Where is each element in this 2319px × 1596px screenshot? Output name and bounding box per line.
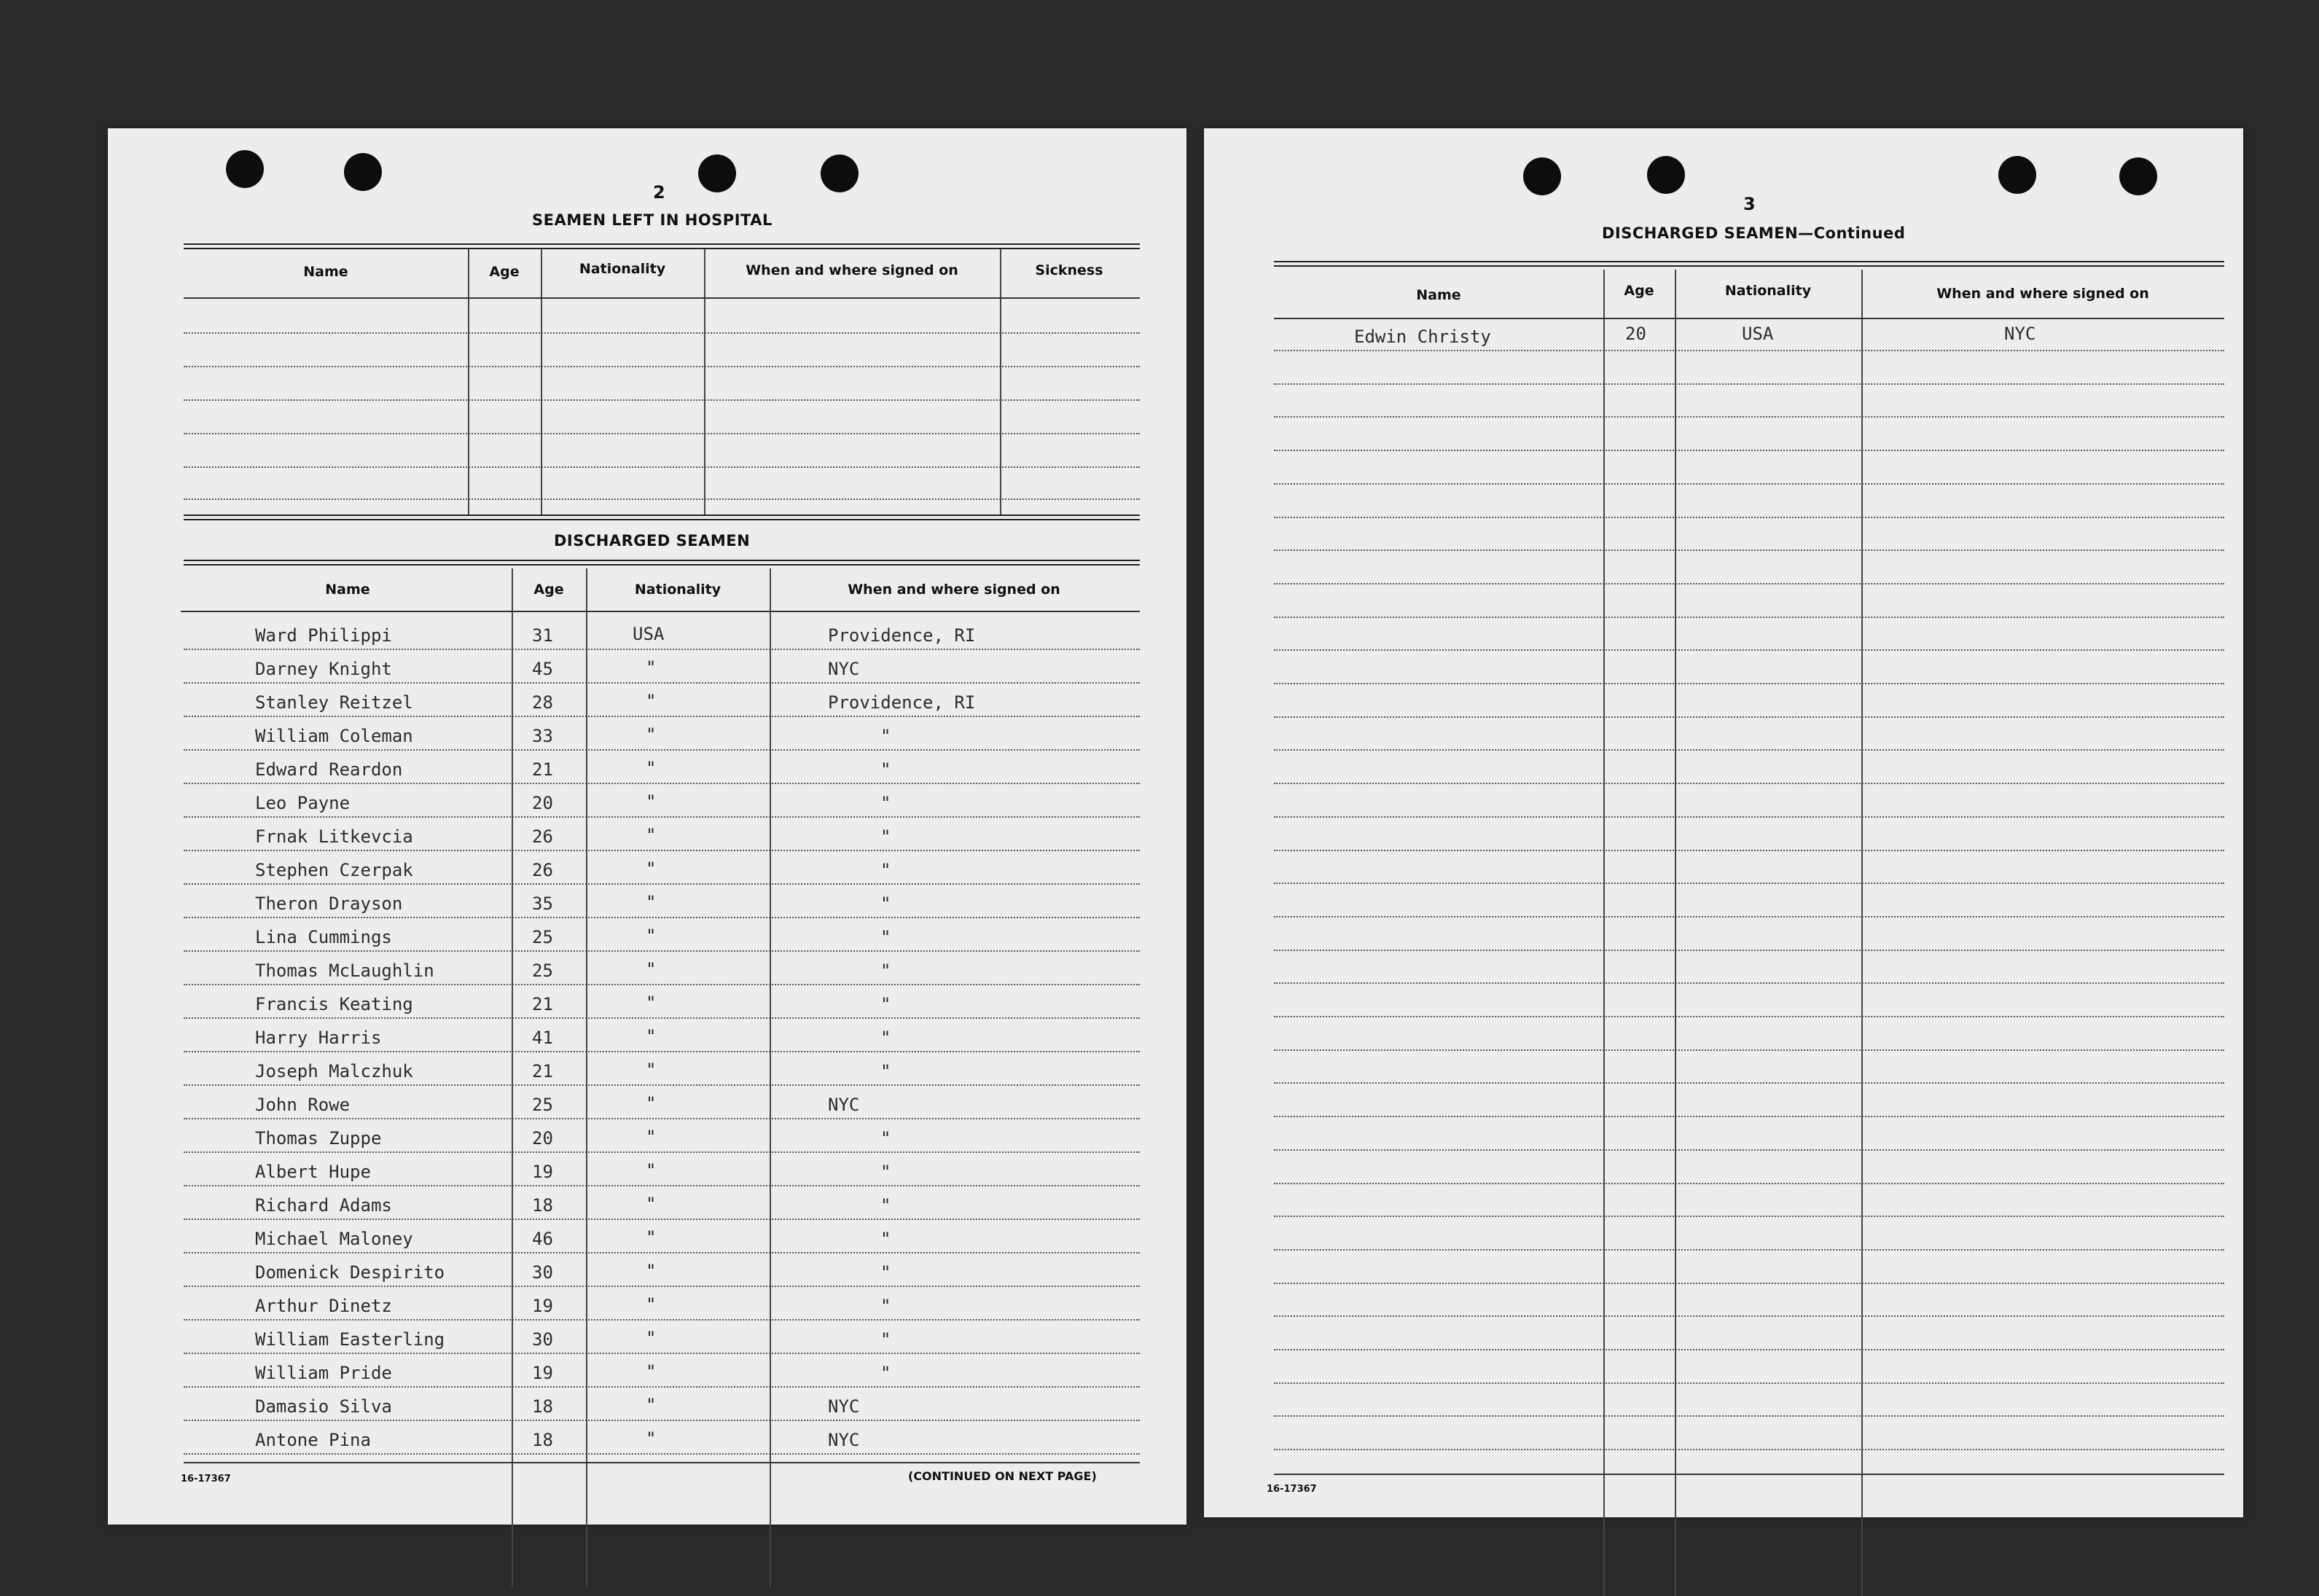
ruled-line — [1274, 350, 2224, 351]
hospital-col-name: Name — [303, 264, 348, 280]
ruled-line — [1274, 1382, 2224, 1384]
seaman-age: 26 — [532, 860, 553, 880]
ruled-line — [1274, 517, 2224, 518]
seaman-name: Edward Reardon — [255, 759, 403, 780]
column-divider — [770, 568, 771, 1587]
right-col-age: Age — [1624, 283, 1654, 299]
ruled-line — [184, 984, 1140, 985]
seaman-name: Stanley Reitzel — [255, 692, 413, 713]
header-rule — [184, 297, 1140, 299]
seaman-signed-on: Providence, RI — [828, 692, 976, 713]
seaman-name: Stephen Czerpak — [255, 860, 413, 880]
seaman-signed-on: " — [880, 793, 891, 813]
hospital-section-title: SEAMEN LEFT IN HOSPITAL — [532, 211, 773, 229]
seaman-age: 25 — [532, 927, 553, 947]
page-number: 3 — [1743, 194, 1756, 214]
seaman-signed-on: NYC — [828, 1430, 860, 1450]
ruled-line — [184, 1286, 1140, 1287]
seaman-age: 19 — [532, 1296, 553, 1316]
seaman-age: 33 — [532, 726, 553, 746]
seaman-signed-on: " — [880, 759, 891, 780]
discharged-col-name: Name — [325, 582, 370, 598]
ruled-line — [184, 1051, 1140, 1052]
seaman-nationality: " — [646, 825, 657, 845]
seaman-signed-on: " — [880, 1162, 891, 1182]
seaman-nationality: " — [646, 1160, 657, 1181]
seaman-age: 21 — [532, 1061, 553, 1081]
seaman-signed-on: " — [880, 1061, 891, 1081]
seaman-nationality: " — [646, 1093, 657, 1114]
seaman-age: 35 — [532, 893, 553, 914]
header-rule — [181, 611, 1140, 612]
ruled-line — [184, 1017, 1140, 1019]
seaman-name: William Pride — [255, 1363, 392, 1383]
seaman-name: Michael Maloney — [255, 1229, 413, 1249]
ruled-line — [1274, 982, 2224, 984]
seaman-nationality: " — [646, 1261, 657, 1281]
seaman-nationality: " — [646, 1127, 657, 1147]
seaman-age: 45 — [532, 659, 553, 679]
seaman-name: Ward Philippi — [255, 625, 392, 646]
ruled-line — [184, 1218, 1140, 1220]
column-divider — [541, 249, 542, 516]
ruled-line — [184, 783, 1140, 784]
ruled-line — [1274, 583, 2224, 584]
ruled-line — [184, 1185, 1140, 1186]
ruled-line — [1274, 1016, 2224, 1017]
ruled-line — [1274, 649, 2224, 651]
seaman-nationality: USA — [633, 624, 665, 644]
ruled-line — [1274, 1315, 2224, 1317]
ruled-line — [184, 649, 1140, 650]
seaman-signed-on: " — [880, 1329, 891, 1350]
seaman-age: 25 — [532, 961, 553, 981]
seaman-name: Antone Pina — [255, 1430, 371, 1450]
seaman-signed-on: " — [880, 1028, 891, 1048]
continued-note: (CONTINUED ON NEXT PAGE) — [908, 1469, 1097, 1483]
seaman-name: Richard Adams — [255, 1195, 392, 1216]
ruled-line — [184, 1353, 1140, 1354]
column-divider — [1675, 270, 1676, 1596]
seaman-nationality: " — [646, 657, 657, 678]
seaman-nationality: USA — [1742, 324, 1774, 344]
ruled-line — [1274, 883, 2224, 884]
ruled-line — [1274, 716, 2224, 718]
ruled-line — [1274, 416, 2224, 418]
seaman-name: William Coleman — [255, 726, 413, 746]
ruled-line — [1274, 1415, 2224, 1417]
seaman-age: 30 — [532, 1262, 553, 1283]
ruled-line — [184, 1420, 1140, 1421]
form-number: 16-17367 — [1267, 1484, 1317, 1495]
column-divider — [468, 249, 469, 516]
ruled-line — [184, 883, 1140, 885]
ruled-line — [184, 1386, 1140, 1388]
seaman-signed-on: NYC — [828, 1396, 860, 1417]
ruled-line — [184, 1453, 1140, 1455]
ruled-line — [1274, 483, 2224, 485]
seaman-name: Thomas McLaughlin — [255, 961, 434, 981]
hospital-col-sickness: Sickness — [1035, 262, 1103, 278]
ruled-line — [1274, 749, 2224, 751]
seaman-age: 41 — [532, 1028, 553, 1048]
right-section-title: DISCHARGED SEAMEN—Continued — [1602, 224, 1906, 242]
punch-hole — [1523, 157, 1561, 195]
seaman-age: 20 — [532, 1128, 553, 1149]
seaman-name: Damasio Silva — [255, 1396, 392, 1417]
seaman-nationality: " — [646, 691, 657, 711]
seaman-name: Edwin Christy — [1354, 326, 1491, 347]
column-divider — [1603, 270, 1605, 1596]
seaman-nationality: " — [646, 892, 657, 912]
ruled-line — [184, 1252, 1140, 1253]
ruled-line — [184, 332, 1140, 334]
seaman-nationality: " — [646, 926, 657, 946]
table-rule — [1274, 261, 2224, 267]
ruled-line — [1274, 1149, 2224, 1151]
column-divider — [704, 249, 705, 516]
punch-hole — [821, 154, 859, 192]
right-col-signed-on: When and where signed on — [1936, 286, 2149, 302]
seaman-signed-on: " — [880, 860, 891, 880]
seaman-name: Joseph Malczhuk — [255, 1061, 413, 1081]
table-rule — [184, 560, 1140, 566]
punch-hole — [226, 150, 264, 188]
seaman-nationality: " — [646, 1227, 657, 1248]
seaman-name: Lina Cummings — [255, 927, 392, 947]
left-page — [108, 128, 1186, 1525]
punch-hole — [1998, 156, 2036, 194]
seaman-age: 18 — [532, 1396, 553, 1417]
seaman-name: Frnak Litkevcia — [255, 826, 413, 847]
ruled-line — [184, 433, 1140, 434]
ruled-line — [1274, 383, 2224, 385]
seaman-nationality: " — [646, 1328, 657, 1348]
seaman-nationality: " — [646, 1026, 657, 1047]
seaman-name: Arthur Dinetz — [255, 1296, 392, 1316]
seaman-nationality: " — [646, 1361, 657, 1382]
discharged-col-age: Age — [533, 582, 564, 598]
seaman-signed-on: " — [880, 1128, 891, 1149]
seaman-nationality: " — [646, 959, 657, 979]
ruled-line — [1274, 1116, 2224, 1117]
punch-hole — [2119, 157, 2157, 195]
seaman-age: 30 — [532, 1329, 553, 1350]
seaman-signed-on: NYC — [828, 659, 860, 679]
seaman-signed-on: " — [880, 1229, 891, 1249]
column-divider — [1861, 270, 1863, 1596]
ruled-line — [1274, 1216, 2224, 1217]
discharged-col-nationality: Nationality — [634, 582, 721, 598]
right-page — [1204, 128, 2243, 1517]
ruled-line — [184, 498, 1140, 500]
seaman-age: 25 — [532, 1095, 553, 1115]
ruled-line — [1274, 1449, 2224, 1450]
seaman-signed-on: " — [880, 1296, 891, 1316]
ruled-line — [1274, 1082, 2224, 1084]
column-divider — [512, 568, 513, 1587]
ruled-line — [1274, 683, 2224, 684]
seaman-age: 19 — [532, 1363, 553, 1383]
header-rule — [1274, 318, 2224, 319]
right-col-name: Name — [1416, 287, 1461, 303]
table-rule — [184, 515, 1140, 520]
seaman-age: 21 — [532, 759, 553, 780]
ruled-line — [1274, 1249, 2224, 1251]
seaman-age: 20 — [1625, 324, 1646, 344]
seaman-age: 31 — [532, 625, 553, 646]
seaman-nationality: " — [646, 1294, 657, 1315]
ruled-line — [184, 366, 1140, 367]
ruled-line — [184, 399, 1140, 401]
seaman-signed-on: " — [880, 826, 891, 847]
column-divider — [1000, 249, 1001, 516]
ruled-line — [1274, 850, 2224, 851]
seaman-age: 46 — [532, 1229, 553, 1249]
ruled-line — [184, 1319, 1140, 1321]
seaman-name: Harry Harris — [255, 1028, 382, 1048]
seaman-signed-on: Providence, RI — [828, 625, 976, 646]
ruled-line — [184, 950, 1140, 952]
ruled-line — [184, 816, 1140, 818]
ruled-line — [1274, 950, 2224, 951]
seaman-name: Leo Payne — [255, 793, 351, 813]
seaman-signed-on: " — [880, 994, 891, 1014]
seaman-age: 18 — [532, 1430, 553, 1450]
seaman-name: Francis Keating — [255, 994, 413, 1014]
table-rule — [1274, 1474, 2224, 1475]
right-col-nationality: Nationality — [1724, 283, 1812, 299]
hospital-col-age: Age — [489, 264, 520, 280]
seaman-name: Domenick Despirito — [255, 1262, 445, 1283]
ruled-line — [1274, 1349, 2224, 1350]
seaman-age: 18 — [532, 1195, 553, 1216]
seaman-signed-on: NYC — [828, 1095, 860, 1115]
seaman-name: William Easterling — [255, 1329, 445, 1350]
ruled-line — [1274, 783, 2224, 784]
hospital-col-signed-on: When and where signed on — [746, 262, 958, 278]
seaman-nationality: " — [646, 1194, 657, 1214]
discharged-col-signed-on: When and where signed on — [848, 582, 1060, 598]
seaman-nationality: " — [646, 1395, 657, 1415]
punch-hole — [1647, 156, 1685, 194]
seaman-nationality: " — [646, 1060, 657, 1080]
seaman-nationality: " — [646, 993, 657, 1013]
ruled-line — [1274, 816, 2224, 818]
hospital-col-nationality: Nationality — [579, 261, 666, 277]
ruled-line — [184, 917, 1140, 918]
ruled-line — [1274, 450, 2224, 451]
ruled-line — [184, 749, 1140, 751]
seaman-name: Albert Hupe — [255, 1162, 371, 1182]
discharged-section-title: DISCHARGED SEAMEN — [554, 532, 751, 549]
seaman-nationality: " — [646, 791, 657, 812]
seaman-nationality: " — [646, 1428, 657, 1449]
ruled-line — [1274, 1183, 2224, 1184]
ruled-line — [184, 1151, 1140, 1153]
seaman-age: 20 — [532, 793, 553, 813]
seaman-signed-on: " — [880, 1195, 891, 1216]
table-rule — [184, 1462, 1140, 1463]
seaman-name: Darney Knight — [255, 659, 392, 679]
ruled-line — [184, 1118, 1140, 1119]
seaman-signed-on: " — [880, 726, 891, 746]
ruled-line — [1274, 617, 2224, 618]
form-number: 16-17367 — [181, 1474, 231, 1484]
seaman-age: 21 — [532, 994, 553, 1014]
seaman-nationality: " — [646, 858, 657, 879]
seaman-signed-on: " — [880, 1363, 891, 1383]
column-divider — [586, 568, 587, 1587]
seaman-name: John Rowe — [255, 1095, 351, 1115]
seaman-signed-on: NYC — [2004, 324, 2036, 344]
seaman-name: Theron Drayson — [255, 893, 403, 914]
seaman-nationality: " — [646, 724, 657, 745]
page-number: 2 — [653, 182, 665, 203]
ruled-line — [1274, 549, 2224, 551]
seaman-name: Thomas Zuppe — [255, 1128, 382, 1149]
seaman-signed-on: " — [880, 961, 891, 981]
ruled-line — [184, 466, 1140, 468]
ruled-line — [184, 850, 1140, 851]
ruled-line — [1274, 1049, 2224, 1051]
seaman-age: 19 — [532, 1162, 553, 1182]
seaman-age: 28 — [532, 692, 553, 713]
ruled-line — [1274, 1283, 2224, 1284]
seaman-age: 26 — [532, 826, 553, 847]
seaman-signed-on: " — [880, 893, 891, 914]
table-rule — [184, 243, 1140, 249]
ruled-line — [184, 682, 1140, 684]
seaman-signed-on: " — [880, 1262, 891, 1283]
ruled-line — [184, 1084, 1140, 1086]
seaman-nationality: " — [646, 758, 657, 778]
punch-hole — [344, 153, 382, 191]
seaman-signed-on: " — [880, 927, 891, 947]
ruled-line — [184, 716, 1140, 717]
ruled-line — [1274, 916, 2224, 918]
punch-hole — [698, 154, 736, 192]
